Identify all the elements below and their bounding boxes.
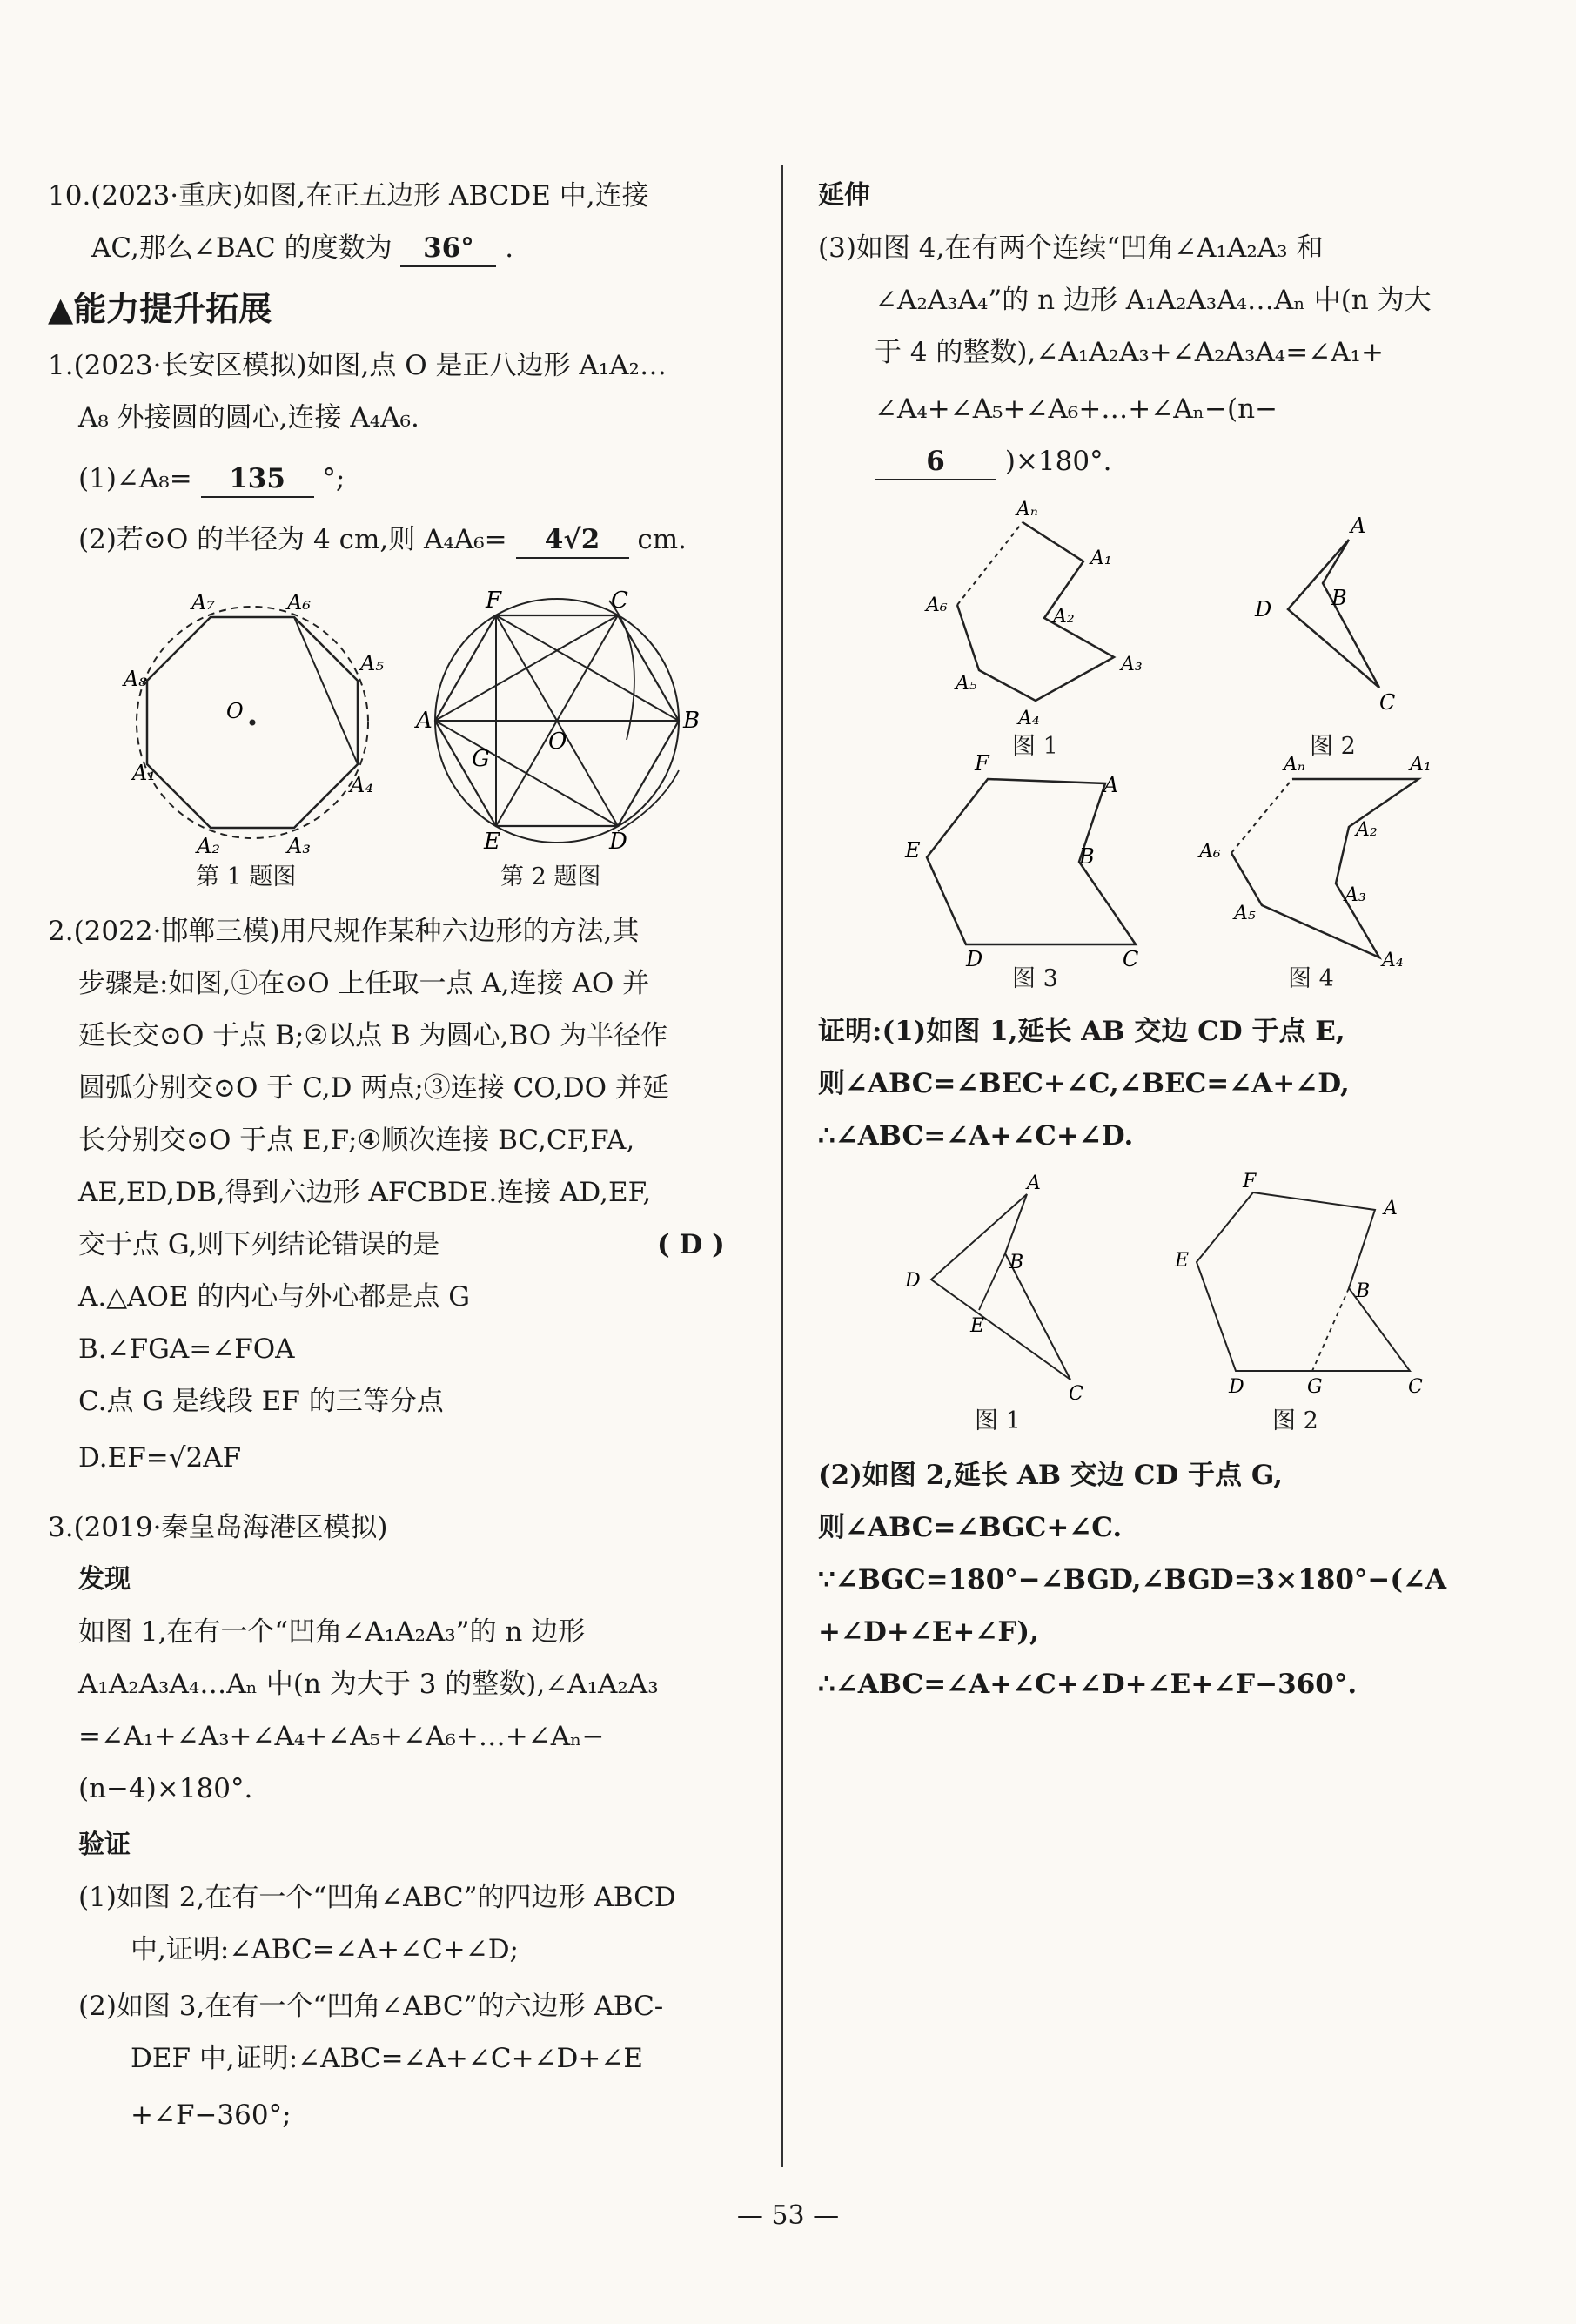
q2-option-a: A.△AOE 的内心与外心都是点 G: [78, 1281, 470, 1313]
q3-extend-1: ∠A₂A₃A₄”的 n 边形 A₁A₂A₃A₄…Aₙ 中(n 为大: [875, 285, 1432, 316]
proof2-line-3: +∠D+∠E+∠F),: [818, 1616, 1039, 1648]
label-An: Aₙ: [1284, 754, 1305, 776]
q2-line-3: 圆弧分别交⊙O 于 C,D 两点;③连接 CO,DO 并延: [78, 1072, 669, 1104]
q3-figure-4: [1192, 749, 1453, 975]
proof-line-1: 则∠ABC=∠BEC+∠C,∠BEC=∠A+∠D,: [818, 1068, 1350, 1099]
q3-extend-0: (3)如图 4,在有两个连续“凹角∠A₁A₂A₃ 和: [818, 232, 1324, 264]
label-A: A: [416, 708, 433, 734]
octagon-figure: [113, 590, 392, 858]
q2-line-1: 步骤是:如图,①在⊙O 上任取一点 A,连接 AO 并: [78, 968, 650, 999]
proof2-line-2: ∵∠BGC=180°−∠BGD,∠BGD=3×180°−(∠A: [818, 1564, 1447, 1595]
fig2-caption: 第 2 题图: [500, 863, 601, 890]
q2-line-6: 交于点 G,则下列结论错误的是: [78, 1229, 440, 1260]
section-title: ▲能力提升拓展: [48, 290, 272, 328]
label-B: B: [1331, 586, 1347, 610]
q3-discover-0: 如图 1,在有一个“凹角∠A₁A₂A₃”的 n 边形: [78, 1616, 586, 1648]
label-A4: A₄: [1018, 708, 1040, 729]
fig1-caption: 第 1 题图: [196, 863, 297, 890]
label-O: O: [226, 699, 244, 723]
q1-part2-answer: 4√2: [516, 522, 629, 559]
label-A6: A₆: [926, 594, 948, 616]
q1-part2-unit: cm.: [637, 524, 687, 555]
label-A3: A₃: [287, 834, 311, 858]
q3-figure-3: [896, 749, 1175, 975]
label-C: C: [1408, 1376, 1423, 1398]
q3-fig4-caption: 图 4: [1288, 965, 1334, 992]
label-A1: A₁: [132, 761, 156, 785]
q10-line2: [91, 231, 513, 267]
label-F: F: [486, 588, 502, 614]
label-A: A: [1384, 1198, 1398, 1219]
proof2-line-1: 则∠ABC=∠BGC+∠C.: [818, 1512, 1123, 1543]
q1-part2: [78, 522, 687, 559]
label-F: F: [1243, 1171, 1257, 1192]
label-E: E: [1175, 1250, 1190, 1272]
q3-verify-1: 中,证明:∠ABC=∠A+∠C+∠D;: [131, 1934, 519, 1965]
label-D: D: [905, 1270, 921, 1292]
q3-discover-1: A₁A₂A₃A₄…Aₙ 中(n 为大于 3 的整数),∠A₁A₂A₃: [78, 1669, 659, 1700]
q1-part1: [78, 461, 345, 498]
q3-extend-4: [875, 444, 1111, 480]
label-C: C: [1123, 947, 1139, 971]
q3-header: 3.(2019·秦皇岛海港区模拟): [48, 1512, 388, 1543]
label-B: B: [1079, 844, 1095, 869]
label-A2: A₂: [1053, 606, 1075, 628]
label-G: G: [472, 746, 490, 772]
proof-line-0: 证明:(1)如图 1,延长 AB 交边 CD 于点 E,: [818, 1016, 1345, 1047]
label-A: A: [1351, 514, 1366, 538]
label-A2: A₂: [197, 834, 220, 858]
q3-extend-title: 延伸: [818, 180, 870, 211]
q10-period: .: [505, 232, 514, 264]
q3-verify-title: 验证: [78, 1830, 131, 1860]
q2-line-0: 2.(2022·邯郸三模)用尺规作某种六边形的方法,其: [48, 916, 640, 947]
label-A6: A₆: [1199, 841, 1221, 863]
label-An: Aₙ: [1016, 499, 1038, 521]
label-A5: A₅: [360, 651, 384, 675]
q1-line2: A₈ 外接圆的圆心,连接 A₄A₆.: [78, 402, 419, 433]
q1-line1: 1.(2023·长安区模拟)如图,点 O 是正八边形 A₁A₂…: [48, 350, 667, 381]
q2-option-c: C.点 G 是线段 EF 的三等分点: [78, 1386, 444, 1417]
q1-part2-text: (2)若⊙O 的半径为 4 cm,则 A₄A₆=: [78, 524, 507, 555]
q10-text: AC,那么∠BAC 的度数为: [91, 232, 392, 264]
proof-figure-1: [896, 1172, 1105, 1405]
q3-figure-1: [914, 496, 1175, 740]
label-E: E: [484, 829, 500, 855]
q10-line1: 10.(2023·重庆)如图,在正五边形 ABCDE 中,连接: [48, 180, 649, 212]
page-number: — 53 —: [736, 2200, 840, 2231]
label-C: C: [1069, 1383, 1083, 1405]
label-A7: A₇: [191, 590, 215, 615]
proof-fig1-caption: 图 1: [975, 1407, 1021, 1434]
label-C: C: [1379, 690, 1396, 715]
q3-verify-2: (2)如图 3,在有一个“凹角∠ABC”的六边形 ABC-: [78, 1991, 664, 2022]
label-D: D: [1255, 597, 1272, 621]
label-O: O: [548, 729, 567, 755]
q3-extend-3: ∠A₄+∠A₅+∠A₆+…+∠Aₙ−(n−: [875, 393, 1278, 425]
label-A5: A₅: [956, 673, 977, 695]
label-D: D: [609, 829, 627, 855]
label-D: D: [1229, 1376, 1244, 1398]
q3-fig2-caption: 图 2: [1310, 733, 1356, 760]
label-E: E: [905, 838, 921, 863]
label-E: E: [970, 1315, 985, 1337]
q3-fig1-caption: 图 1: [1012, 733, 1058, 760]
q3-verify-3: DEF 中,证明:∠ABC=∠A+∠C+∠D+∠E: [131, 2043, 643, 2074]
label-B: B: [1356, 1280, 1371, 1302]
column-divider: [781, 165, 783, 2167]
label-A2: A₂: [1356, 819, 1378, 841]
q3-discover-3: (n−4)×180°.: [78, 1773, 253, 1804]
q1-part1-text: (1)∠A₈=: [78, 463, 192, 494]
proof-figure-2: [1166, 1166, 1445, 1401]
q3-extend-2: 于 4 的整数),∠A₁A₂A₃+∠A₂A₃A₄=∠A₁+: [875, 337, 1384, 368]
q3-discover-title: 发现: [78, 1564, 131, 1595]
q2-line-5: AE,ED,DB,得到六边形 AFCBDE.连接 AD,EF,: [78, 1177, 652, 1208]
hexagon-figure: [416, 583, 701, 855]
label-A3: A₃: [1345, 884, 1366, 906]
label-A6: A₆: [287, 590, 311, 615]
proof-fig2-caption: 图 2: [1272, 1407, 1318, 1434]
label-A5: A₅: [1234, 903, 1256, 924]
q2-line-4: 长分别交⊙O 于点 E,F;④顺次连接 BC,CF,FA,: [78, 1125, 635, 1156]
label-A1: A₁: [1410, 754, 1432, 776]
label-B: B: [1009, 1252, 1024, 1273]
q3-verify-0: (1)如图 2,在有一个“凹角∠ABC”的四边形 ABCD: [78, 1882, 676, 1913]
label-A3: A₃: [1121, 654, 1143, 675]
q3-extend-tail: )×180°.: [1004, 446, 1112, 477]
label-A1: A₁: [1090, 547, 1112, 569]
q3-discover-2: =∠A₁+∠A₃+∠A₄+∠A₅+∠A₆+…+∠Aₙ−: [78, 1721, 605, 1752]
label-F: F: [975, 751, 989, 776]
proof2-line-4: ∴∠ABC=∠A+∠C+∠D+∠E+∠F−360°.: [818, 1669, 1358, 1700]
q2-line-2: 延长交⊙O 于点 B;②以点 B 为圆心,BO 为半径作: [78, 1020, 668, 1051]
proof2-line-0: (2)如图 2,延长 AB 交边 CD 于点 G,: [818, 1460, 1283, 1491]
q10-answer: 36°: [400, 231, 496, 267]
q2-answer: ( D ): [657, 1229, 725, 1260]
proof-line-2: ∴∠ABC=∠A+∠C+∠D.: [818, 1120, 1134, 1152]
label-A: A: [1027, 1172, 1041, 1194]
label-G: G: [1307, 1376, 1323, 1398]
label-A4: A₄: [1382, 950, 1404, 971]
q1-part1-answer: 135: [201, 461, 314, 498]
label-A: A: [1103, 773, 1119, 797]
q3-figure-2: [1236, 514, 1427, 722]
label-C: C: [611, 588, 628, 614]
q3-fig3-caption: 图 3: [1012, 965, 1058, 992]
q2-option-b: B.∠FGA=∠FOA: [78, 1333, 295, 1365]
label-A8: A₈: [124, 667, 147, 691]
label-B: B: [683, 708, 701, 734]
q3-verify-4: +∠F−360°;: [131, 2099, 292, 2131]
q2-option-d: D.EF=√2AF: [78, 1442, 242, 1474]
q3-extend-answer: 6: [875, 444, 996, 480]
label-D: D: [966, 947, 983, 971]
q1-part1-unit: °;: [322, 463, 345, 494]
label-A4: A₄: [350, 773, 373, 797]
